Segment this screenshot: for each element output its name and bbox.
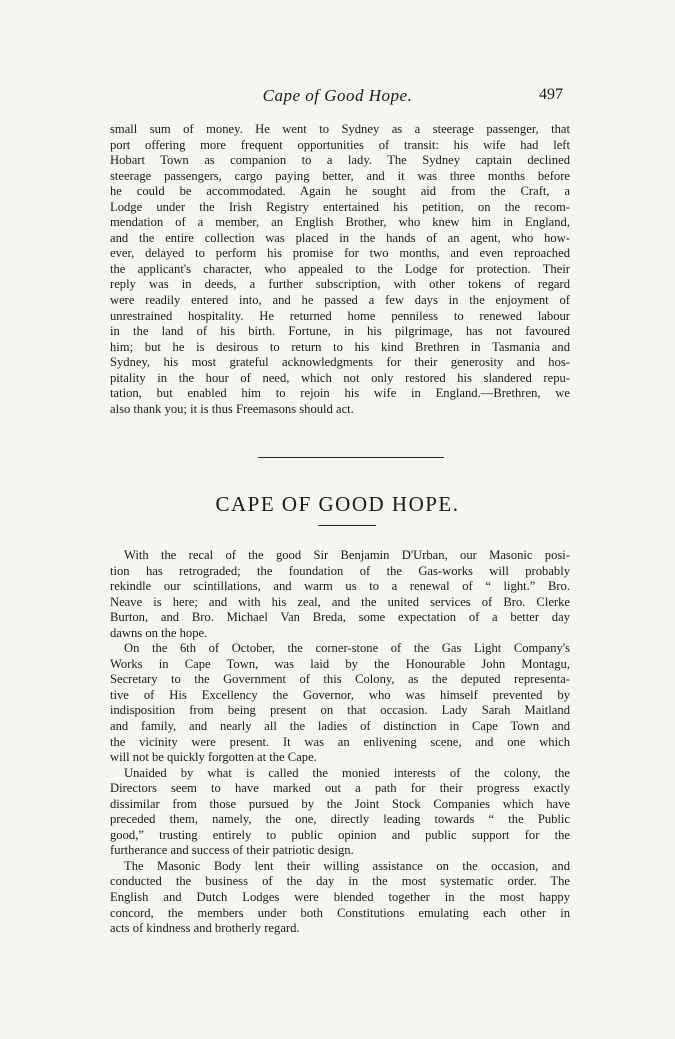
text-line: were readily entered into, and he passed a few days in the enjoyment of — [110, 293, 570, 308]
text-line: port offering more frequent opportunities of transit: his wife had left — [110, 137, 570, 152]
section-title: CAPE OF GOOD HOPE. — [215, 492, 460, 516]
text-line: reply was in deeds, a further subscription, with other tokens of regard — [110, 277, 570, 292]
text-line: dissimilar from those pursued by the Joint Stock Companies which have — [110, 796, 570, 811]
text-line: good,” trusting entirely to public opinion and public support for the — [110, 827, 570, 842]
title-underline-rule — [318, 525, 376, 526]
section-body — [110, 548, 570, 937]
text-line: unrestrained hospitality. He returned home penniless to renewed labour — [110, 308, 570, 323]
text-line: concord, the members under both Constitutions emulating each other in — [110, 905, 570, 920]
text-line: Hobart Town as companion to a lady. The Sydney captain declined — [110, 153, 570, 168]
text-line: and the entire collection was placed in the hands of an agent, who how- — [110, 230, 570, 245]
text-line: Burton, and Bro. Michael Van Breda, some expectation of a better day — [110, 610, 570, 625]
text-line: Works in Cape Town, was laid by the Honourable John Montagu, — [110, 656, 570, 671]
text-line: acts of kindness and brotherly regard. — [110, 921, 300, 936]
text-line: English and Dutch Lodges were blended together in the most happy — [110, 890, 570, 905]
text-line: will not be quickly forgotten at the Cape. — [110, 750, 317, 765]
text-line: mendation of a member, an English Brother, who knew him in England, — [110, 215, 570, 230]
text-line: furtherance and success of their patriotic design. — [110, 843, 354, 858]
text-line: him; but he is desirous to return to his kind Brethren in Tasmania and — [110, 339, 570, 354]
text-line: rekindle our scintillations, and warm us to a renewal of “ light.” Bro. — [110, 579, 570, 594]
text-line: Lodge under the Irish Registry entertained his petition, on the recom- — [110, 199, 570, 214]
paragraph-continued — [110, 122, 570, 417]
text-line: indisposition from being present on that occasion. Lady Sarah Maitland — [110, 703, 570, 718]
running-title: Cape of Good Hope. — [262, 86, 413, 105]
text-line: Unaided by what is called the monied interests of the colony, the — [124, 765, 570, 780]
text-line: Neave is here; and with his zeal, and the united services of Bro. Clerke — [110, 594, 570, 609]
text-line: he could be accommodated. Again he sought aid from the Craft, a — [110, 184, 570, 199]
text-line: and family, and nearly all the ladies of distinction in Cape Town and — [110, 719, 570, 734]
text-line: small sum of money. He went to Sydney as a steerage passenger, that — [110, 122, 570, 136]
text-line: dawns on the hope. — [110, 625, 208, 640]
text-line: conducted the business of the day in the most systematic order. The — [110, 874, 570, 889]
section-divider-rule — [258, 457, 444, 458]
text-line: tive of His Excellency the Governor, who was himself prevented by — [110, 687, 570, 702]
text-line: tion has retrograded; the foundation of the Gas-works will probably — [110, 563, 570, 578]
text-line: tation, but enabled him to rejoin his wife in England.—Brethren, we — [110, 386, 570, 401]
text-line: pitality in the hour of need, which not only restored his slandered repu- — [110, 370, 570, 385]
text-line: ever, delayed to perform his promise for two months, and even reproached — [110, 246, 570, 261]
text-line: also thank you; it is thus Freemasons should act. — [110, 401, 354, 416]
text-line: the vicinity were present. It was an enlivening scene, and one which — [110, 734, 570, 749]
text-line: With the recal of the good Sir Benjamin D'Urban, our Masonic posi- — [124, 548, 570, 562]
text-line: Sydney, his most grateful acknowledgments for their generosity and hos- — [110, 355, 570, 370]
text-line: Directors seem to have marked out a path for their progress exactly — [110, 781, 570, 796]
text-line: preceded them, namely, the one, directly leading towards “ the Public — [110, 812, 570, 827]
text-line: On the 6th of October, the corner-stone of the Gas Light Company's — [124, 641, 570, 656]
text-line: Secretary to the Government of this Colony, as the deputed representa- — [110, 672, 570, 687]
text-line: in the land of his birth. Fortune, in his pilgrimage, has not favoured — [110, 324, 570, 339]
text-line: The Masonic Body lent their willing assistance on the occasion, and — [124, 858, 570, 873]
text-line: steerage passengers, cargo paying better, and it was three months before — [110, 168, 570, 183]
page-number: 497 — [539, 86, 563, 103]
running-head — [0, 86, 675, 110]
text-line: the applicant's character, who appealed to the Lodge for protection. Their — [110, 261, 570, 276]
